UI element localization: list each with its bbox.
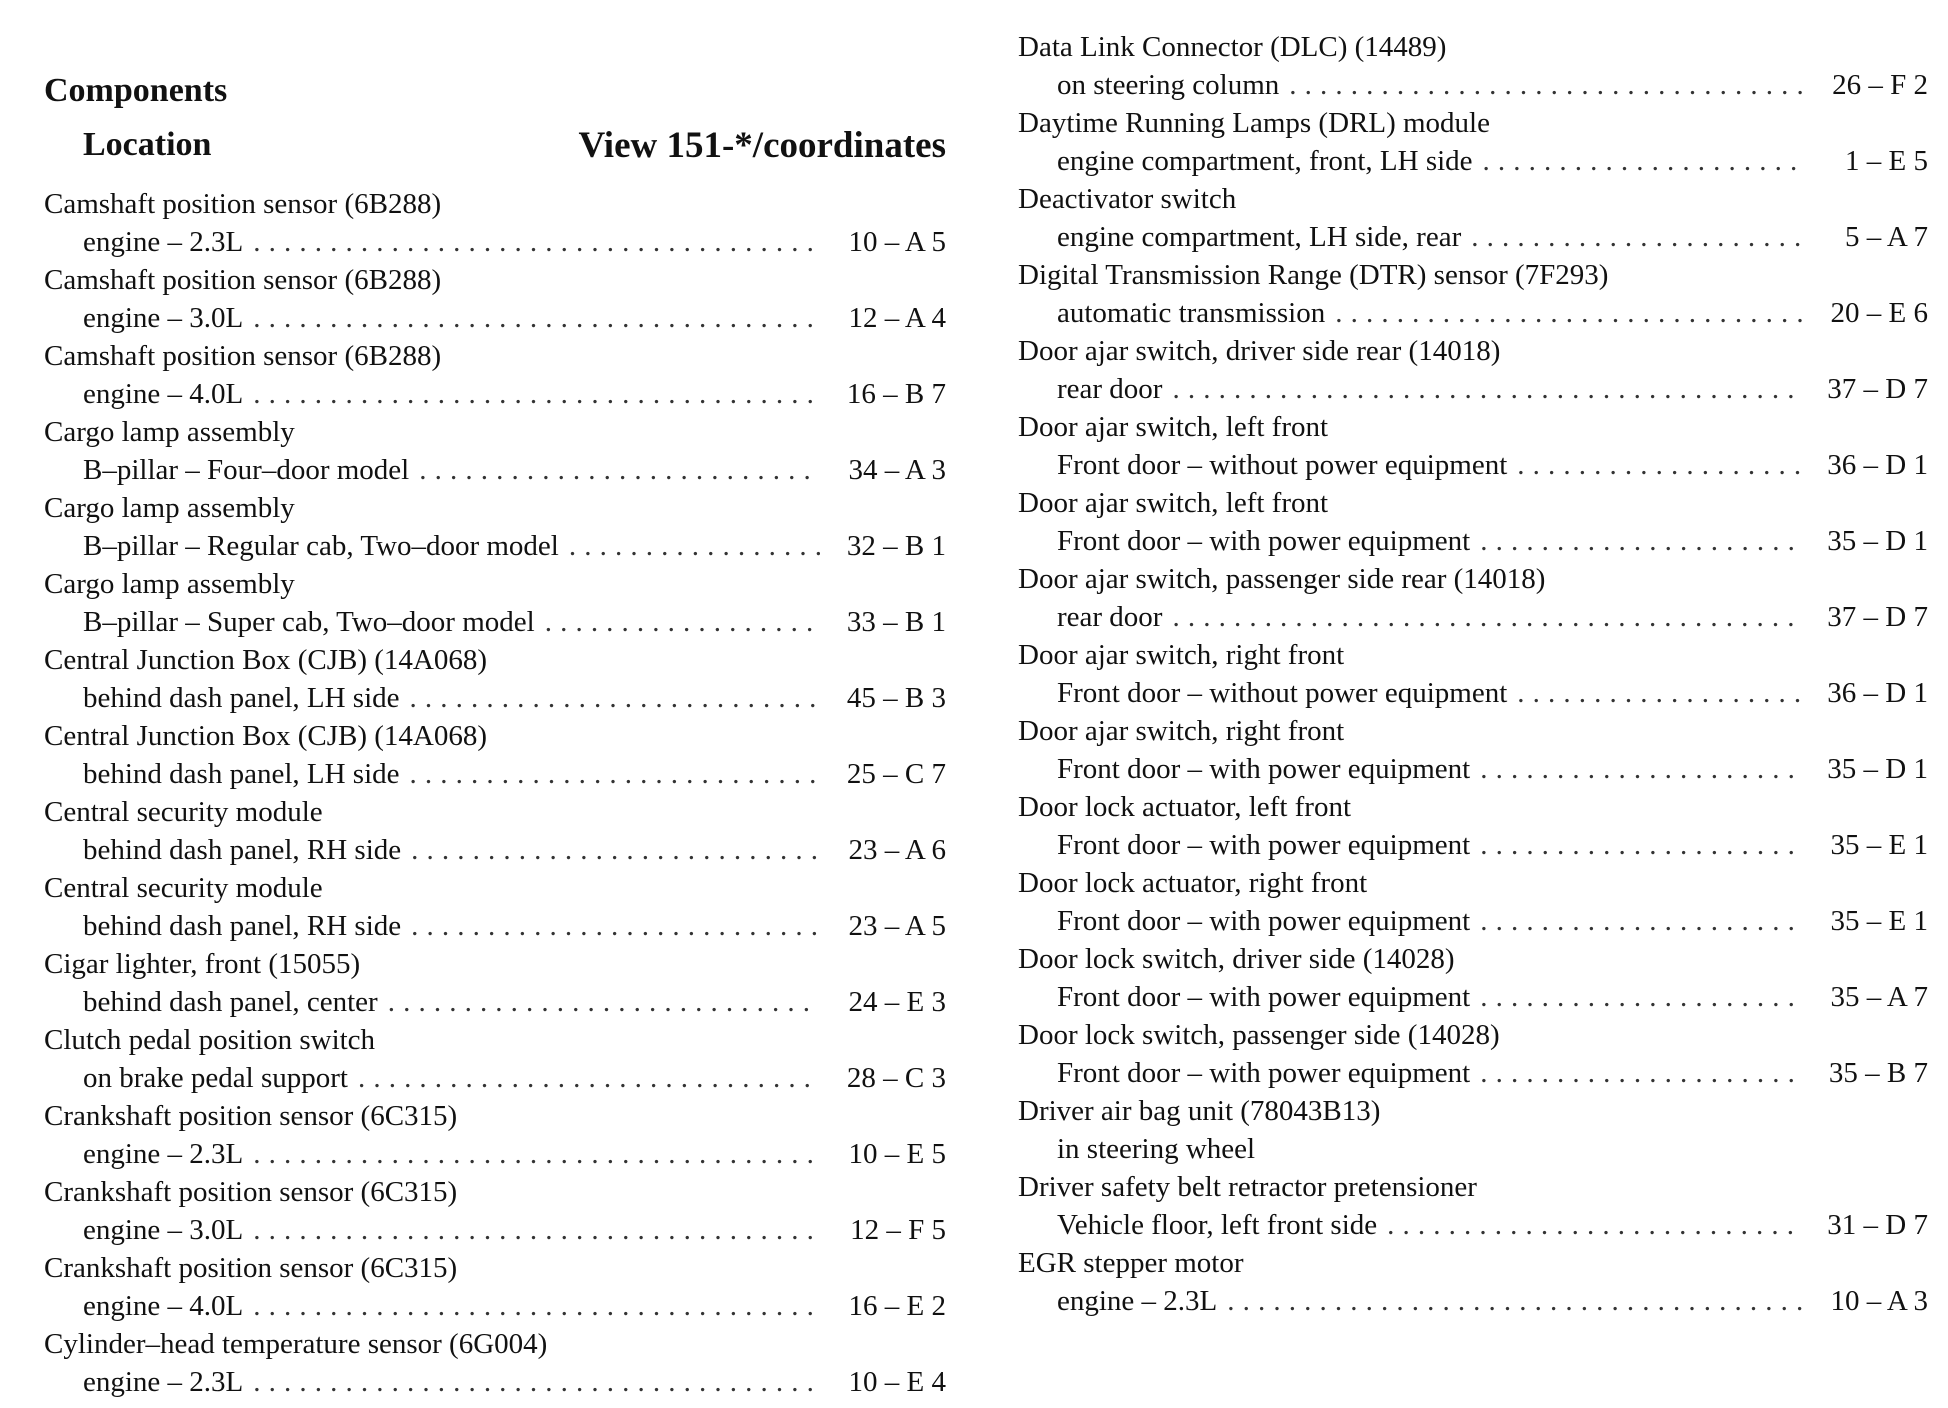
component-name: Central Junction Box (CJB) (14A068) (44, 644, 488, 676)
component-location-row (1018, 598, 1928, 636)
view-coordinate-ref: 35 – A 7 (1830, 981, 1928, 1013)
component-location-row (44, 527, 946, 565)
dot-leader (1517, 674, 1802, 712)
component-entry (44, 717, 946, 793)
view-coordinate-ref: 25 – C 7 (846, 758, 946, 790)
component-name: Door ajar switch, passenger side rear (14018) (1018, 563, 1546, 595)
component-name: Cargo lamp assembly (44, 492, 295, 524)
component-entry (44, 337, 946, 413)
component-location-row (44, 223, 946, 261)
component-location: engine – 2.3L (83, 1138, 244, 1170)
component-location: B–pillar – Four–door model (83, 454, 410, 486)
component-location: rear door (1057, 601, 1163, 633)
component-name: Driver air bag unit (78043B13) (1018, 1095, 1381, 1127)
left-entry-list (44, 185, 946, 1401)
component-entry (44, 945, 946, 1021)
component-location-row (1018, 1282, 1928, 1320)
dot-leader (253, 299, 820, 337)
component-name: Deactivator switch (1018, 183, 1237, 215)
component-entry (44, 489, 946, 565)
component-name: Clutch pedal position switch (44, 1024, 376, 1056)
component-name: Cigar lighter, front (15055) (44, 948, 361, 980)
view-coordinate-ref: 35 – D 1 (1827, 525, 1928, 557)
view-coordinate-ref: 36 – D 1 (1827, 449, 1928, 481)
component-location-row (44, 679, 946, 717)
component-location-row (44, 907, 946, 945)
dot-leader (1480, 1054, 1802, 1092)
component-name: Door lock switch, passenger side (14028) (1018, 1019, 1500, 1051)
dot-leader (1172, 370, 1802, 408)
component-location: B–pillar – Regular cab, Two–door model (83, 530, 559, 562)
component-entry (1018, 1168, 1928, 1244)
component-location-row (44, 1211, 946, 1249)
dot-leader (1480, 522, 1802, 560)
view-coordinate-ref: 23 – A 6 (848, 834, 946, 866)
component-entry (44, 261, 946, 337)
component-name: Central Junction Box (CJB) (14A068) (44, 720, 488, 752)
component-entry (1018, 788, 1928, 864)
dot-leader (253, 1211, 820, 1249)
dot-leader (1335, 294, 1802, 332)
dot-leader (411, 831, 820, 869)
component-location: engine – 3.0L (83, 1214, 244, 1246)
component-location: engine compartment, front, LH side (1057, 145, 1473, 177)
view-coordinate-ref: 45 – B 3 (846, 682, 946, 714)
right-entry-list (1018, 28, 1928, 1320)
view-coordinate-ref: 20 – E 6 (1830, 297, 1928, 329)
component-entry (1018, 104, 1928, 180)
component-entry (44, 1173, 946, 1249)
view-coordinate-ref: 24 – E 3 (848, 986, 946, 1018)
component-location: behind dash panel, RH side (83, 910, 402, 942)
component-location: B–pillar – Super cab, Two–door model (83, 606, 535, 638)
component-location: behind dash panel, LH side (83, 682, 400, 714)
component-name: Camshaft position sensor (6B288) (44, 340, 442, 372)
component-name: Central security module (44, 872, 323, 904)
view-coordinate-ref: 10 – A 5 (848, 226, 946, 258)
component-location-row (44, 1059, 946, 1097)
component-entry (1018, 332, 1928, 408)
view-coordinate-ref: 36 – D 1 (1827, 677, 1928, 709)
component-location-row (44, 1287, 946, 1325)
component-location: on brake pedal support (83, 1062, 348, 1094)
view-coordinate-ref: 31 – D 7 (1827, 1209, 1928, 1241)
component-name: Door ajar switch, left front (1018, 411, 1329, 443)
component-location: Front door – with power equipment (1057, 1057, 1471, 1089)
component-location: engine – 3.0L (83, 302, 244, 334)
component-location-row (44, 1135, 946, 1173)
component-location-row (1018, 1054, 1928, 1092)
component-location: engine – 2.3L (1057, 1285, 1218, 1317)
component-entry (1018, 484, 1928, 560)
component-entry (44, 869, 946, 945)
view-coordinate-ref: 16 – B 7 (846, 378, 946, 410)
view-coordinate-ref: 1 – E 5 (1845, 145, 1928, 177)
component-location-row (44, 451, 946, 489)
component-entry (1018, 712, 1928, 788)
component-entry (1018, 28, 1928, 104)
component-location: on steering column (1057, 69, 1280, 101)
component-entry (1018, 180, 1928, 256)
view-coordinate-ref: 37 – D 7 (1827, 373, 1928, 405)
view-coordinate-ref: 35 – B 7 (1828, 1057, 1928, 1089)
component-entry (1018, 1092, 1928, 1168)
component-location: behind dash panel, center (83, 986, 378, 1018)
component-name: Digital Transmission Range (DTR) sensor (7F293) (1018, 259, 1609, 291)
dot-leader (545, 603, 820, 641)
component-name: Door ajar switch, driver side rear (14018) (1018, 335, 1501, 367)
component-location-row (44, 1363, 946, 1401)
dot-leader (410, 755, 820, 793)
dot-leader (569, 527, 820, 565)
component-location-row (1018, 902, 1928, 940)
component-name: Camshaft position sensor (6B288) (44, 188, 442, 220)
component-location: Vehicle floor, left front side (1057, 1209, 1378, 1241)
component-location: engine compartment, LH side, rear (1057, 221, 1462, 253)
component-entry (1018, 1016, 1928, 1092)
component-location-row (1018, 674, 1928, 712)
dot-leader (388, 983, 820, 1021)
dot-leader (1289, 66, 1802, 104)
component-entry (44, 185, 946, 261)
component-location: automatic transmission (1057, 297, 1326, 329)
component-location: engine – 2.3L (83, 226, 244, 258)
component-name: Driver safety belt retractor pretensioner (1018, 1171, 1477, 1203)
component-location: in steering wheel (1057, 1133, 1256, 1165)
component-name: EGR stepper motor (1018, 1247, 1244, 1279)
component-entry (44, 793, 946, 869)
view-coordinate-ref: 34 – A 3 (848, 454, 946, 486)
dot-leader (1471, 218, 1802, 256)
component-name: Door lock actuator, right front (1018, 867, 1368, 899)
component-location-row (1018, 218, 1928, 256)
dot-leader (410, 679, 820, 717)
location-heading: Location (83, 126, 212, 163)
component-location: Front door – with power equipment (1057, 829, 1471, 861)
component-entry (44, 641, 946, 717)
dot-leader (1480, 978, 1802, 1016)
component-entry (44, 1249, 946, 1325)
dot-leader (1517, 446, 1802, 484)
dot-leader (1227, 1282, 1802, 1320)
component-entry (1018, 560, 1928, 636)
component-name: Cargo lamp assembly (44, 416, 295, 448)
component-name: Cylinder–head temperature sensor (6G004) (44, 1328, 548, 1360)
component-location-row (1018, 66, 1928, 104)
component-location: Front door – with power equipment (1057, 905, 1471, 937)
component-entry (1018, 408, 1928, 484)
component-location-row (44, 375, 946, 413)
component-location: Front door – with power equipment (1057, 981, 1471, 1013)
component-location-row (44, 755, 946, 793)
component-location: Front door – without power equipment (1057, 677, 1508, 709)
view-coordinate-ref: 16 – E 2 (848, 1290, 946, 1322)
component-location: engine – 4.0L (83, 378, 244, 410)
component-entry (1018, 864, 1928, 940)
view-coordinate-ref: 26 – F 2 (1832, 69, 1928, 101)
view-coordinate-ref: 23 – A 5 (848, 910, 946, 942)
dot-leader (253, 1287, 820, 1325)
component-name: Door lock switch, driver side (14028) (1018, 943, 1455, 975)
dot-leader (419, 451, 820, 489)
component-name: Crankshaft position sensor (6C315) (44, 1252, 458, 1284)
view-coordinate-ref: 28 – C 3 (846, 1062, 946, 1094)
component-location-row (1018, 1206, 1928, 1244)
component-location: Front door – with power equipment (1057, 753, 1471, 785)
view-coordinate-ref: 5 – A 7 (1845, 221, 1928, 253)
component-entry (44, 413, 946, 489)
component-name: Daytime Running Lamps (DRL) module (1018, 107, 1490, 139)
component-location-row (1018, 142, 1928, 180)
component-location: Front door – with power equipment (1057, 525, 1471, 557)
view-coordinate-ref: 10 – E 5 (848, 1138, 946, 1170)
component-name: Door lock actuator, left front (1018, 791, 1352, 823)
component-name: Camshaft position sensor (6B288) (44, 264, 442, 296)
dot-leader (253, 1363, 820, 1401)
component-location-row (1018, 978, 1928, 1016)
view-coordinate-ref: 12 – F 5 (850, 1214, 946, 1246)
component-name: Door ajar switch, right front (1018, 639, 1345, 671)
view-coordinate-ref: 10 – E 4 (848, 1366, 946, 1398)
component-entry (1018, 940, 1928, 1016)
component-location: behind dash panel, RH side (83, 834, 402, 866)
component-location: behind dash panel, LH side (83, 758, 400, 790)
component-entry (44, 565, 946, 641)
component-location: rear door (1057, 373, 1163, 405)
component-entry (44, 1097, 946, 1173)
dot-leader (1480, 826, 1802, 864)
dot-leader (253, 223, 820, 261)
component-name: Central security module (44, 796, 323, 828)
view-coordinate-ref: 12 – A 4 (848, 302, 946, 334)
component-location-row (44, 831, 946, 869)
view-coordinate-ref: 37 – D 7 (1827, 601, 1928, 633)
component-location-row (44, 603, 946, 641)
view-coordinate-ref: 35 – E 1 (1830, 829, 1928, 861)
component-name: Crankshaft position sensor (6C315) (44, 1100, 458, 1132)
component-name: Door ajar switch, right front (1018, 715, 1345, 747)
components-heading: Components (44, 72, 228, 109)
component-location-row (1018, 826, 1928, 864)
dot-leader (1172, 598, 1802, 636)
view-coordinate-ref: 33 – B 1 (846, 606, 946, 638)
component-entry (1018, 1244, 1928, 1320)
component-location-row (1018, 294, 1928, 332)
dot-leader (1480, 750, 1802, 788)
component-name: Crankshaft position sensor (6C315) (44, 1176, 458, 1208)
dot-leader (358, 1059, 820, 1097)
component-location-row (1018, 750, 1928, 788)
component-name: Cargo lamp assembly (44, 568, 295, 600)
view-coordinate-ref: 10 – A 3 (1830, 1285, 1928, 1317)
component-entry (1018, 636, 1928, 712)
component-location: Front door – without power equipment (1057, 449, 1508, 481)
dot-leader (253, 1135, 820, 1173)
dot-leader (253, 375, 820, 413)
component-name: Door ajar switch, left front (1018, 487, 1329, 519)
component-location: engine – 2.3L (83, 1366, 244, 1398)
dot-leader (1483, 142, 1802, 180)
component-location-row (1018, 370, 1928, 408)
view-coordinates-heading: View 151-*/coordinates (578, 125, 946, 166)
view-coordinate-ref: 35 – E 1 (1830, 905, 1928, 937)
component-entry (1018, 256, 1928, 332)
component-location-row (1018, 446, 1928, 484)
dot-leader (1480, 902, 1802, 940)
view-coordinate-ref: 32 – B 1 (846, 530, 946, 562)
component-location-row (44, 299, 946, 337)
component-location: engine – 4.0L (83, 1290, 244, 1322)
component-location-row (1018, 1130, 1928, 1168)
dot-leader (411, 907, 820, 945)
dot-leader (1387, 1206, 1802, 1244)
component-entry (44, 1325, 946, 1401)
view-coordinate-ref: 35 – D 1 (1827, 753, 1928, 785)
component-entry (44, 1021, 946, 1097)
component-location-row (44, 983, 946, 1021)
component-name: Data Link Connector (DLC) (14489) (1018, 31, 1447, 63)
component-location-row (1018, 522, 1928, 560)
